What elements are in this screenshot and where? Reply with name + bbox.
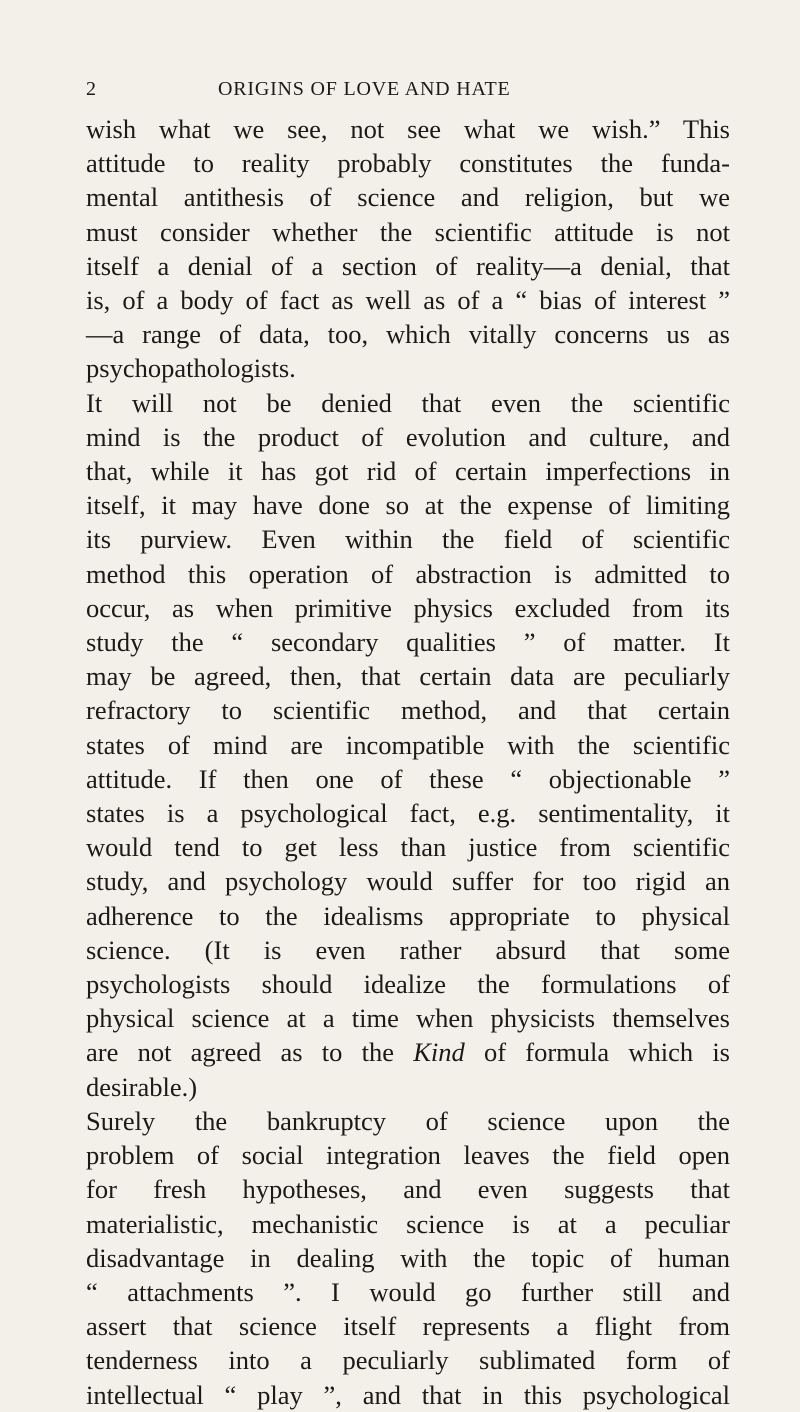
text-line: may be agreed, then, that certain data are peculiarly [86,661,730,692]
text-line: states of mind are incompatible with the scientific [86,729,730,760]
text-line: tenderness into a peculiarly sublimated form of [86,1345,730,1376]
text-line: attitude to reality probably constitutes the funda- [86,148,730,179]
text-line: science. (It is even rather absurd that some [86,934,730,965]
text-line: Surely the bankruptcy of science upon the [86,1105,730,1136]
text-line-with-italic [86,1035,730,1069]
text-line: mental antithesis of science and religion, but we [86,182,730,213]
text-line: occur, as when primitive physics excluded from its [86,592,730,623]
text-line: is, of a body of fact as well as of a “ bias of interest ” [86,285,730,316]
text-fragment: of formula which is [483,1037,730,1068]
text-line: problem of social integration leaves the field open [86,1140,730,1171]
text-line: for fresh hypotheses, and even suggests that [86,1174,730,1205]
text-line: study, and psychology would suffer for too rigid an [86,866,730,897]
running-head [86,78,730,112]
text-line: states is a psychological fact, e.g. sentimentality, it [86,798,730,829]
running-title: ORIGINS OF LOVE AND HATE [218,78,511,100]
text-line: disadvantage in dealing with the topic of human [86,1242,730,1273]
text-line: materialistic, mechanistic science is at a peculiar [86,1208,730,1239]
text-line: that, while it has got rid of certain imperfections in [86,456,730,487]
text-line: attitude. If then one of these “ objectionable ” [86,763,730,794]
text-line: method this operation of abstraction is admitted to [86,558,730,589]
text-line: wish what we see, not see what we wish.” This [86,114,730,144]
page-number: 2 [86,78,97,100]
italic-word: Kind [413,1037,465,1068]
book-page [86,78,730,1412]
text-line: intellectual “ play ”, and that in this psychological [86,1379,730,1410]
text-line: psychopathologists. [86,353,296,384]
text-line: —a range of data, too, which vitally concerns us as [86,319,730,350]
text-line: psychologists should idealize the formulations of [86,969,730,1000]
text-line: its purview. Even within the field of scientific [86,524,730,555]
text-line: desirable.) [86,1071,198,1102]
paragraph-1 [86,112,730,386]
paragraph-2 [86,386,730,1104]
text-line: would tend to get less than justice from scientific [86,832,730,863]
text-line: itself a denial of a section of reality—a denial, that [86,250,730,281]
text-line: mind is the product of evolution and culture, and [86,421,730,452]
text-line: must consider whether the scientific attitude is not [86,216,730,247]
body-text [86,112,730,1412]
text-line: adherence to the idealisms appropriate to physical [86,900,730,931]
text-line: study the “ secondary qualities ” of matter. It [86,627,730,658]
text-line: It will not be denied that even the scientific [86,387,730,418]
text-line: refractory to scientific method, and that certain [86,695,730,726]
text-line: “ attachments ”. I would go further still and [86,1276,730,1307]
text-line: physical science at a time when physicists themselves [86,1003,730,1034]
text-line: itself, it may have done so at the expense of limiting [86,490,730,521]
text-fragment: are not agreed as to the [86,1037,394,1068]
text-line: assert that science itself represents a flight from [86,1311,730,1342]
paragraph-3 [86,1104,730,1412]
